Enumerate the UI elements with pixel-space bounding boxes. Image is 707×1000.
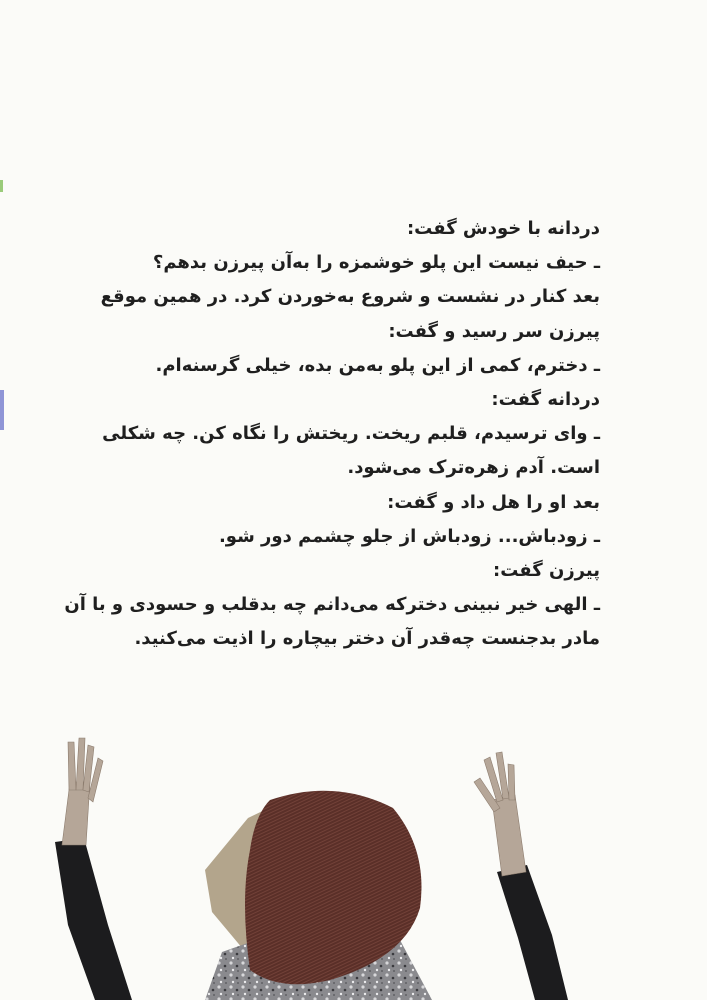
story-line: دردانه گفت:: [491, 389, 600, 411]
girl-raising-hands-illustration: [0, 720, 707, 1000]
story-line: ـ وای ترسیدم، قلبم ریخت. ریختش را نگاه کن. چه شکلی: [102, 423, 600, 445]
right-hand: [474, 752, 526, 876]
left-sleeve: [55, 838, 132, 1000]
story-line: مادر بدجنست چه‌قدر آن دختر بیچاره را اذیت می‌کنید.: [134, 628, 600, 650]
story-line: ـ حیف نیست این پلو خوشمزه را به‌آن پیرزن بدهم؟: [152, 252, 600, 274]
story-line: ـ الهی خیر نبینی دخترکه می‌دانم چه بدقلب و حسودی و با آن: [64, 594, 600, 616]
page-edge-marks: [0, 180, 4, 440]
story-line: است. آدم زهره‌ترک می‌شود.: [347, 457, 600, 479]
blue-edge-mark: [0, 390, 4, 430]
green-edge-mark: [0, 180, 3, 192]
story-line: پیرزن سر رسید و گفت:: [388, 320, 600, 342]
right-sleeve: [497, 865, 568, 1000]
story-line: ـ دخترم، کمی از این پلو به‌من بده، خیلی گرسنه‌ام.: [155, 354, 600, 376]
story-line: بعد کنار در نشست و شروع به‌خوردن کرد. در همین موقع: [100, 286, 600, 308]
story-line: پیرزن گفت:: [493, 560, 600, 582]
story-text: [60, 212, 600, 657]
story-line: بعد او را هل داد و گفت:: [387, 491, 600, 513]
left-hand: [62, 738, 103, 845]
story-line: دردانه با خودش گفت:: [406, 218, 600, 239]
story-line: ـ زودباش... زودباش از جلو چشمم دور شو.: [218, 525, 600, 547]
